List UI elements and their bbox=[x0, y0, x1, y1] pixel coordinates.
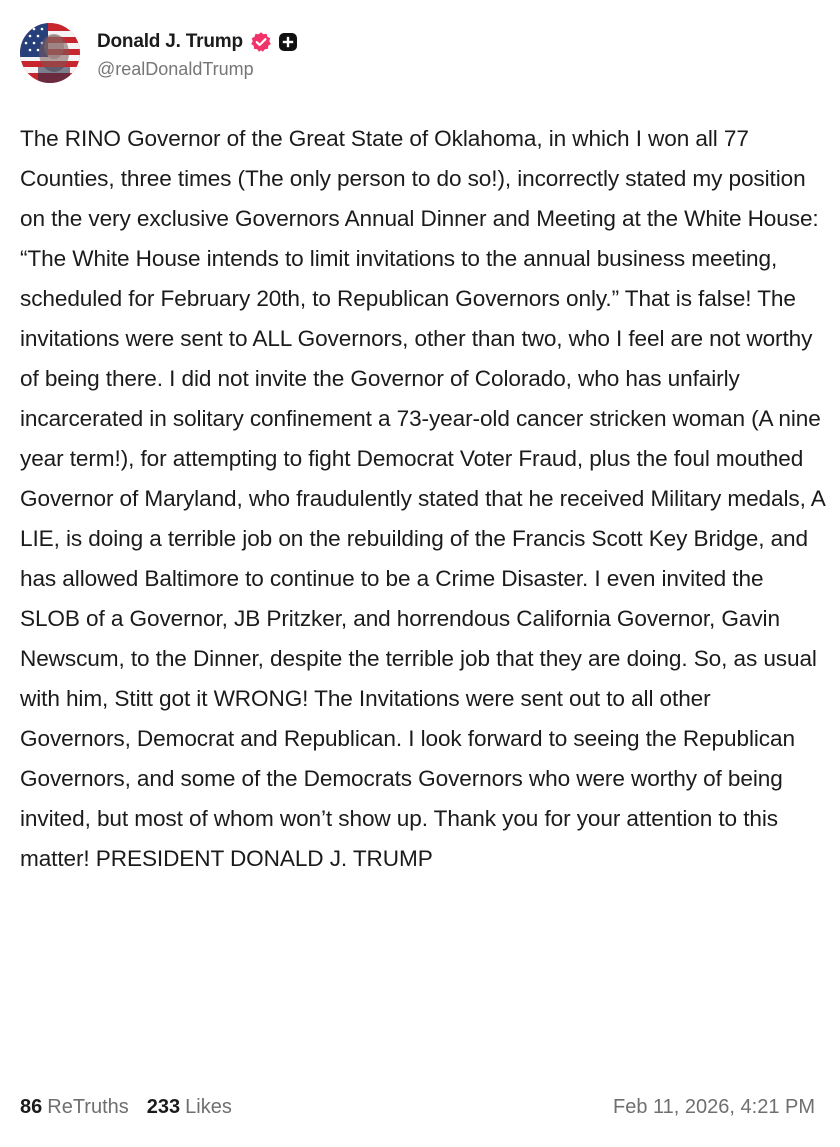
display-name[interactable]: Donald J. Trump bbox=[97, 30, 243, 52]
retruths-stat[interactable] bbox=[20, 1096, 129, 1119]
likes-count: 233 bbox=[146, 1095, 181, 1118]
avatar-flag-portrait-icon bbox=[20, 23, 80, 83]
name-row bbox=[97, 27, 298, 57]
author-handle[interactable]: @realDonaldTrump bbox=[97, 58, 254, 79]
retruths-count: 86 bbox=[20, 1095, 43, 1118]
plus-badge-icon bbox=[278, 32, 298, 52]
likes-label: Likes bbox=[185, 1095, 232, 1118]
post-timestamp[interactable]: Feb 11, 2026, 4:21 PM bbox=[613, 1095, 815, 1118]
post-header bbox=[20, 22, 298, 84]
author-identity bbox=[97, 27, 298, 80]
post-stats bbox=[20, 1092, 232, 1122]
retruths-label: ReTruths bbox=[47, 1095, 129, 1118]
verified-badge-icon bbox=[250, 31, 272, 53]
likes-stat[interactable] bbox=[147, 1096, 232, 1119]
post-body-text: The RINO Governor of the Great State of Oklahoma, in which I won all 77 Counties, three times (The only person to do so!), incorrectly stated my position on the very exclusive Governors Annual Dinner and Meeting at the White House: “The White House intends to limit invitations to the annual business meeting, scheduled for February 20th, to Republican Governors only.” That is false! The invitations were sent to ALL Governors, other than two, who I feel are not worthy of being there. I did not invite the Governor of Colorado, who has unfairly incarcerated in solitary confinement a 73-year-old cancer stricken woman (A nine year term!), for attempting to fight Democrat Voter Fraud, plus the foul mouthed Governor of Maryland, who fraudulently stated that he received Military medals, A LIE, is doing a terrible job on the rebuilding of the Francis Scott Key Bridge, and has allowed Baltimore to continue to be a Crime Disaster. I even invited the SLOB of a Governor, JB Pritzker, and horrendous California Governor, Gavin Newscum, to the Dinner, despite the terrible job that they are doing. So, as usual with him, Stitt got it WRONG! The Invitations were sent out to all other Governors, Democrat and Republican. I look forward to seeing the Republican Governors, and some of the Democrats Governors who were worthy of being invited, but most of whom won’t show up. Thank you for your attention to this matter! PRESIDENT DONALD J. TRUMP bbox=[20, 126, 825, 871]
avatar[interactable] bbox=[20, 23, 80, 83]
